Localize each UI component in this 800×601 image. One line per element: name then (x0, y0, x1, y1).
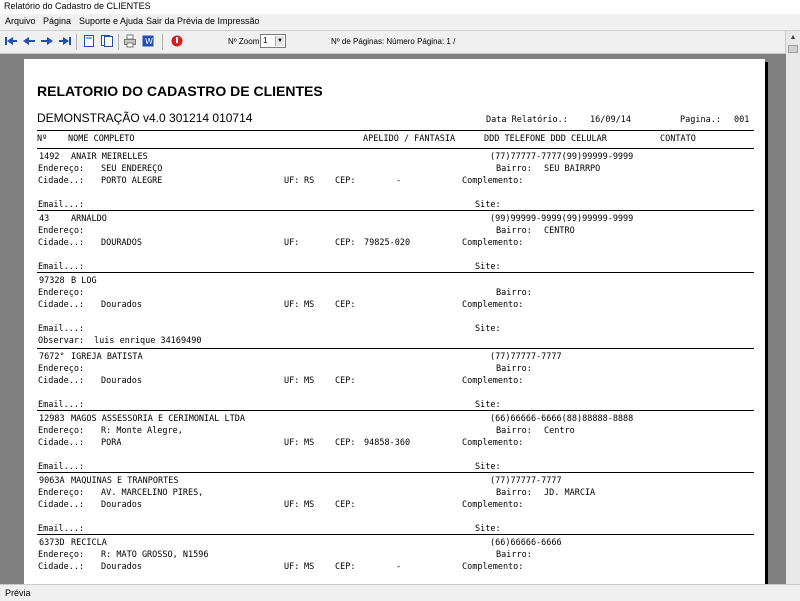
cep-label: CEP: (335, 300, 356, 310)
record-number: 6373D (39, 538, 65, 548)
record-name: B LOG (71, 276, 97, 286)
toolbar-separator (162, 34, 163, 50)
complemento-label: Complemento: (462, 376, 524, 386)
report-title: RELATORIO DO CADASTRO DE CLIENTES (37, 83, 323, 99)
record-name: MAGOS ASSESSORIA E CERIMONIAL LTDA (71, 414, 245, 424)
bairro-label: Bairro: (496, 426, 532, 436)
site-label: Site: (475, 262, 501, 272)
uf-label: UF: (284, 238, 300, 248)
cidade-value: PORA (101, 438, 122, 448)
first-page-icon[interactable] (4, 34, 18, 48)
email-label: Email...: (38, 324, 85, 334)
scroll-thumb[interactable] (788, 45, 798, 53)
col-alias: APELIDO / FANTASIA (363, 134, 456, 144)
bairro-label: Bairro: (496, 488, 532, 498)
bairro-value: CENTRO (544, 226, 575, 236)
column-header-rule (37, 148, 754, 149)
record-divider (37, 210, 754, 211)
bairro-label: Bairro: (496, 364, 532, 374)
date-value: 16/09/14 (590, 115, 631, 125)
record-number: 12983 (39, 414, 65, 424)
cidade-value: Dourados (101, 376, 142, 386)
endereco-label: Endereço: (38, 426, 85, 436)
site-label: Site: (475, 462, 501, 472)
site-label: Site: (475, 524, 501, 534)
menu-sair-previa[interactable]: Sair da Prévia de Impressão (146, 16, 260, 26)
record-divider (37, 472, 754, 473)
cidade-label: Cidade..: (38, 238, 85, 248)
email-label: Email...: (38, 400, 85, 410)
record-phones: (66)66666-6666 (490, 538, 562, 548)
uf-label: UF: (284, 176, 300, 186)
cep-label: CEP: (335, 376, 356, 386)
single-page-icon[interactable] (82, 34, 96, 48)
record-name: ANAIR MEIRELLES (71, 152, 148, 162)
col-no: Nº (37, 134, 48, 144)
last-page-icon[interactable] (58, 34, 72, 48)
record-name: IGREJA BATISTA (71, 352, 143, 362)
uf-value: MS (304, 500, 315, 510)
col-name: NOME COMPLETO (68, 134, 135, 144)
cidade-value: Dourados (101, 562, 142, 572)
print-icon[interactable] (123, 34, 137, 48)
email-label: Email...: (38, 524, 85, 534)
record-name: RECICLA (71, 538, 107, 548)
bairro-label: Bairro: (496, 550, 532, 560)
uf-value: RS (304, 176, 315, 186)
vertical-scrollbar[interactable] (785, 31, 800, 584)
endereco-label: Endereço: (38, 364, 85, 374)
record-phones: (77)77777-7777 (490, 476, 562, 486)
record-name: ARNALDO (71, 214, 107, 224)
endereco-label: Endereço: (38, 550, 85, 560)
page-value: 001 (734, 115, 750, 125)
report-page (24, 59, 765, 599)
uf-label: UF: (284, 500, 300, 510)
toolbar (0, 31, 786, 54)
record-divider (37, 348, 754, 349)
cidade-label: Cidade..: (38, 176, 85, 186)
complemento-label: Complemento: (462, 176, 524, 186)
toolbar-separator (118, 34, 119, 50)
email-label: Email...: (38, 462, 85, 472)
record-phones: (66)66666-6666(88)88888-8888 (490, 414, 634, 424)
header-rule (37, 130, 754, 131)
report-subtitle: DEMONSTRAÇÃO v4.0 301214 010714 (37, 111, 253, 125)
uf-label: UF: (284, 376, 300, 386)
endereco-label: Endereço: (38, 488, 85, 498)
cidade-label: Cidade..: (38, 562, 85, 572)
col-contact: CONTATO (660, 134, 696, 144)
record-phones: (77)77777-7777 (490, 352, 562, 362)
pages-info: Nº de Páginas: Número Página: 1 / (331, 37, 456, 46)
endereco-value: R: MATO GROSSO, N1596 (101, 550, 209, 560)
email-label: Email...: (38, 200, 85, 210)
multi-page-icon[interactable] (100, 34, 114, 48)
bairro-value: Centro (544, 426, 575, 436)
cep-label: CEP: (335, 238, 356, 248)
record-divider (37, 410, 754, 411)
site-label: Site: (475, 400, 501, 410)
endereco-label: Endereço: (38, 226, 85, 236)
endereco-value: AV. MARCELINO PIRES, (101, 488, 204, 498)
zoom-select[interactable] (260, 34, 286, 48)
record-name: MAQUINAS E TRANPORTES (71, 476, 179, 486)
record-number: 9063A (39, 476, 65, 486)
zoom-label: Nº Zoom (228, 37, 260, 46)
window-title: Relatório do Cadastro de CLIENTES (4, 1, 151, 11)
menu-arquivo[interactable]: Arquivo (5, 16, 36, 26)
cep-value: - (396, 176, 402, 186)
cep-label: CEP: (335, 500, 356, 510)
cep-label: CEP: (335, 438, 356, 448)
complemento-label: Complemento: (462, 562, 524, 572)
complemento-label: Complemento: (462, 438, 524, 448)
uf-label: UF: (284, 300, 300, 310)
email-label: Email...: (38, 262, 85, 272)
bairro-value: SEU BAIRRPO (544, 164, 601, 174)
menu-pagina[interactable]: Página (43, 16, 72, 26)
uf-label: UF: (284, 562, 300, 572)
toolbar-separator (76, 34, 77, 50)
bairro-label: Bairro: (496, 288, 532, 298)
endereco-label: Endereço: (38, 288, 85, 298)
status-text: Prévia (5, 588, 31, 598)
record-number: 43 (39, 214, 50, 224)
observar-value: luis enrique 34169490 (94, 336, 202, 346)
uf-value: MS (304, 376, 315, 386)
record-divider (37, 272, 754, 273)
cidade-value: Dourados (101, 300, 142, 310)
cep-value: 79825-020 (364, 238, 411, 248)
bairro-label: Bairro: (496, 226, 532, 236)
record-phones: (99)99999-9999(99)99999-9999 (490, 214, 634, 224)
observar-label: Observar: (38, 336, 85, 346)
window-titlebar (0, 0, 800, 15)
record-phones: (77)77777-7777(99)99999-9999 (490, 152, 634, 162)
record-number: 1492 (39, 152, 60, 162)
svg-text:W: W (145, 37, 153, 46)
zoom-value: 1 (263, 36, 268, 45)
uf-value: MS (304, 300, 315, 310)
menu-bar (0, 14, 800, 31)
complemento-label: Complemento: (462, 300, 524, 310)
cidade-label: Cidade..: (38, 300, 85, 310)
endereco-label: Endereço: (38, 164, 85, 174)
endereco-value: R: Monte Alegre, (101, 426, 183, 436)
page-label: Pagina.: (680, 115, 721, 125)
bairro-label: Bairro: (496, 164, 532, 174)
uf-value: MS (304, 562, 315, 572)
menu-suporte-ajuda[interactable]: Suporte e Ajuda (79, 16, 144, 26)
endereco-value: SEU ENDEREÇO (101, 164, 163, 174)
cidade-value: DOURADOS (101, 238, 142, 248)
complemento-label: Complemento: (462, 238, 524, 248)
cidade-value: PORTO ALEGRE (101, 176, 163, 186)
col-phone: DDD TELEFONE DDD CELULAR (484, 134, 607, 144)
record-divider (37, 534, 754, 535)
uf-label: UF: (284, 438, 300, 448)
next-page-icon[interactable] (40, 34, 54, 48)
uf-value: MS (304, 438, 315, 448)
cidade-label: Cidade..: (38, 500, 85, 510)
record-number: 7672° (39, 352, 65, 362)
cep-label: CEP: (335, 176, 356, 186)
bairro-value: JD. MARCIA (544, 488, 596, 498)
date-label: Data Relatório.: (486, 115, 568, 125)
close-preview-icon[interactable] (170, 34, 184, 48)
site-label: Site: (475, 324, 501, 334)
scroll-up-icon[interactable]: ▲ (789, 34, 797, 41)
cep-value: 94858-360 (364, 438, 411, 448)
cep-value: - (396, 562, 402, 572)
cep-label: CEP: (335, 562, 356, 572)
previous-page-icon[interactable] (22, 34, 36, 48)
status-bar (0, 584, 800, 601)
chevron-down-icon: ▼ (275, 36, 284, 46)
export-icon[interactable] (141, 34, 155, 48)
cidade-label: Cidade..: (38, 376, 85, 386)
cidade-label: Cidade..: (38, 438, 85, 448)
complemento-label: Complemento: (462, 500, 524, 510)
record-number: 97328 (39, 276, 65, 286)
preview-viewport (0, 54, 786, 584)
cidade-value: Dourados (101, 500, 142, 510)
site-label: Site: (475, 200, 501, 210)
